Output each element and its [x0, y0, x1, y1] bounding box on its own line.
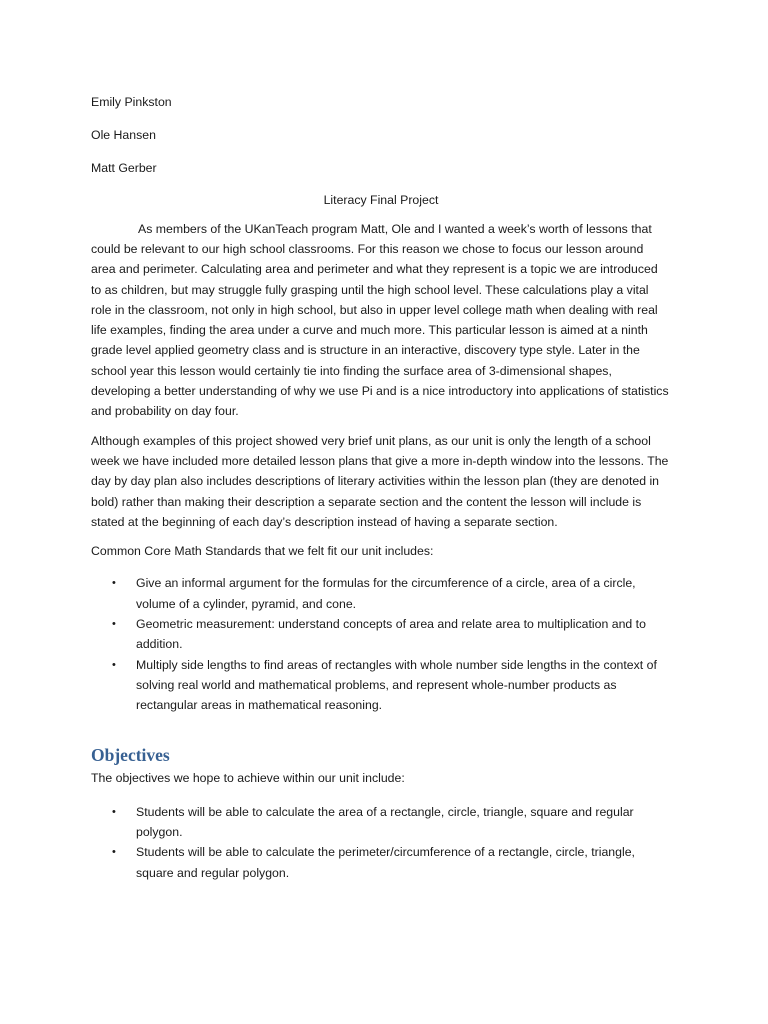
- bullet-icon: •: [112, 658, 116, 671]
- standard-text: Geometric measurement: understand concepts of area and relate area to multiplication and to addition.: [136, 617, 646, 652]
- objectives-list: [91, 802, 671, 883]
- document-title: Literacy Final Project: [323, 193, 439, 208]
- objectives-intro: The objectives we hope to achieve within our unit include:: [91, 770, 405, 785]
- author-name: Ole Hansen: [91, 127, 156, 142]
- objectives-heading: Objectives: [91, 744, 170, 765]
- bullet-icon: •: [112, 618, 116, 631]
- list-item: [91, 614, 671, 655]
- objective-text: Students will be able to calculate the area of a rectangle, circle, triangle, square and regular polygon.: [136, 804, 634, 840]
- examples-paragraph: Although examples of this project showed very brief unit plans, as our unit is only the length of a school week we have included more detailed lesson plans that give a more in-depth window into the lessons. The day by day plan also includes descriptions of literary activities within the lesson plan (they are denoted in bold) rather than making their description a separate section and the content the lesson will include is stated at the beginning of each day’s description instead of having a separate section.: [91, 433, 669, 529]
- list-item: [91, 842, 671, 883]
- standard-text: Give an informal argument for the formulas for the circumference of a circle, area of a circle, volume of a cylinder, pyramid, and cone.: [136, 576, 636, 611]
- list-item: [91, 655, 671, 716]
- standards-intro: Common Core Math Standards that we felt fit our unit includes:: [91, 544, 434, 559]
- document-page: [91, 92, 671, 883]
- standard-text: Multiply side lengths to find areas of rectangles with whole number side lengths in the context of solving real world and mathematical problems, and represent whole-number products as rectangular areas in mathematical reasoning.: [136, 657, 657, 713]
- intro-paragraph: As members of the UKanTeach program Matt, Ole and I wanted a week’s worth of lessons that could be relevant to our high school classrooms. For this reason we chose to focus our lesson around area and perimeter. Calculating area and perimeter and what they represent is a topic we are introduced to as children, but may struggle fully grasping until the high school level. These calculations play a vital role in the classroom, not only in high school, but also in upper level college math when dealing with real life examples, finding the area under a curve and much more. This particular lesson is aimed at a ninth grade level applied geometry class and is structure in an interactive, discovery type style. Later in the school year this lesson would certainly tie into finding the surface area of 3-dimensional shapes, developing a better understanding of why we use Pi and is a nice introductory into applications of statistics and probability on day four.: [91, 221, 669, 419]
- bullet-icon: •: [112, 846, 116, 859]
- author-name: Emily Pinkston: [91, 95, 172, 109]
- list-item: [91, 802, 671, 843]
- standards-list: [91, 573, 671, 715]
- author-name: Matt Gerber: [91, 160, 157, 175]
- list-item: [91, 573, 671, 614]
- bullet-icon: •: [112, 805, 116, 818]
- bullet-icon: •: [112, 577, 116, 590]
- objective-text: Students will be able to calculate the perimeter/circumference of a rectangle, circle, triangle, square and regular polygon.: [136, 845, 635, 880]
